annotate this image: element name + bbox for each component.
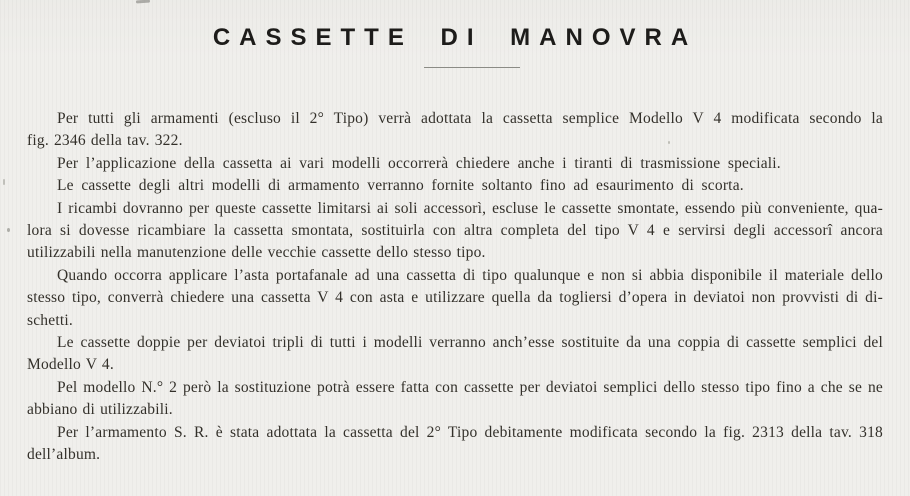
document-header (0, 24, 910, 68)
page-title: CASSETTE DI MANOVRA (212, 24, 698, 51)
body-text (27, 108, 883, 467)
text-line-11: Le cassette doppie per deviatoi tripli di tutti i modelli verranno anch’esse sostituite da una coppia di cassette semplici del (57, 334, 883, 352)
text-line-16: dell’album. (27, 446, 101, 464)
text-line-3: Per l’applicazione della cassetta ai vari modelli occorrerà chiedere anche i tiranti di trasmissione speciali. (57, 154, 781, 172)
text-line-9: stesso tipo, converrà chiedere una cassetta V 4 con asta e utilizzare quella da togliersi d’opera in deviatoi non provvisti di di- (27, 289, 883, 307)
text-line-4: Le cassette degli altri modelli di armamento verranno fornite soltanto fino ad esaurimento di scorta. (57, 177, 744, 195)
text-line-13: Pel modello N.° 2 però la sostituzione potrà essere fatta con cassette per deviatoi semplici dello stesso tipo fino a che se ne (57, 378, 883, 396)
text-line-12: Modello V 4. (27, 356, 114, 374)
scan-artifact-speck (3, 179, 5, 185)
text-line-6: lora si dovesse ricambiare la cassetta smontata, sostituirla con altra completa del tipo V 4 e servirsi degli accessorî ancora (27, 222, 883, 240)
title-rule (424, 67, 520, 68)
text-line-15: Per l’armamento S. R. è stata adottata la cassetta del 2° Tipo debitamente modificata secondo la fig. 2313 della tav. 318 (57, 423, 883, 441)
scan-artifact-smudge (136, 0, 150, 3)
text-line-14: abbiano di utilizzabili. (27, 401, 173, 419)
text-line-2: fig. 2346 della tav. 322. (27, 132, 183, 150)
text-line-10: schetti. (27, 311, 73, 329)
scan-artifact-speck (668, 141, 670, 144)
text-line-1: Per tutti gli armamenti (escluso il 2° Tipo) verrà adottata la cassetta semplice Modello V 4 modificata secondo la (57, 110, 883, 127)
scan-artifact-speck (7, 228, 10, 232)
text-line-5: I ricambi dovranno per queste cassette limitarsi ai soli accessorì, escluse le cassette smontate, essendo più conveniente, qua- (57, 199, 883, 217)
text-line-7: utilizzabili nella manutenzione delle vecchie cassette dello stesso tipo. (27, 244, 486, 262)
text-line-8: Quando occorra applicare l’asta portafanale ad una cassetta di tipo qualunque e non si abbia disponibile il materiale dello (57, 266, 883, 284)
